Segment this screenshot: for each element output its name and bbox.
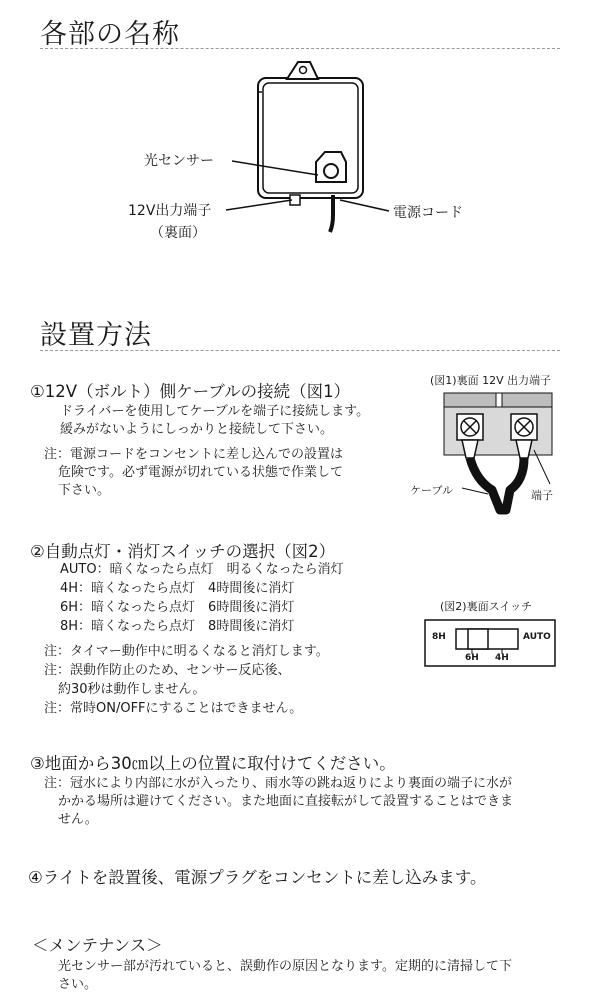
step2-note-line: 約30秒は動作しません。 [58, 682, 206, 697]
figure1-terminal-label: 端子 [531, 489, 553, 502]
step2-mode-line: 6H：暗くなったら点灯 6時間後に消灯 [60, 600, 295, 615]
step2-mode-line: AUTO：暗くなったら点灯 明るくなったら消灯 [60, 562, 344, 577]
install-section-title: 設置方法 [40, 320, 152, 351]
maintenance-heading: ＜メンテナンス＞ [32, 936, 163, 955]
figure2-6h-label: 6H [465, 653, 479, 663]
figure2-8h-label: 8H [432, 632, 446, 642]
step2-note-line: 注：タイマー動作中に明るくなると消灯します。 [44, 644, 329, 659]
maintenance-text-line: さい。 [58, 977, 98, 992]
step2-mode-line: 4H：暗くなったら点灯 4時間後に消灯 [60, 581, 295, 596]
step1-heading: ①12V（ボルト）側ケーブルの接続（図1） [30, 382, 351, 401]
light-sensor-label: 光センサー [144, 153, 214, 169]
figure1-caption: (図1)裏面 12V 出力端子 [430, 374, 552, 387]
parts-section-title: 各部の名称 [40, 19, 180, 50]
step1-text-line: 緩みがないようにしっかりと接続して下さい。 [60, 422, 334, 437]
step1-note-line: 下さい。 [58, 483, 111, 498]
step2-heading: ②自動点灯・消灯スイッチの選択（図2） [30, 542, 336, 561]
step4-heading: ④ライトを設置後、電源プラグをコンセントに差し込みます。 [28, 868, 487, 887]
step2-mode-line: 8H：暗くなったら点灯 8時間後に消灯 [60, 619, 295, 634]
step3-note-line: かかる場所は避けてください。また地面に直接転がして設置することはできま [58, 794, 514, 809]
output-terminal-label: 12V出力端子 [128, 203, 212, 219]
step3-note-line: 注：冠水により内部に水が入ったり、雨水等の跳ね返りにより裏面の端子に水が [44, 776, 513, 791]
output-terminal-sublabel: （裏面） [150, 225, 206, 241]
figure1-cable-label: ケーブル [410, 484, 454, 497]
step1-text-line: ドライバーを使用してケーブルを端子に接続します。 [60, 404, 370, 419]
figure2-caption: (図2)裏面スイッチ [440, 600, 533, 613]
figure2-auto-label: AUTO [523, 632, 551, 642]
step2-note-line: 注：誤動作防止のため、センサー反応後、 [44, 663, 291, 678]
step3-note-line: せん。 [58, 812, 98, 827]
step2-note-line: 注：常時ON/OFFにすることはできません。 [44, 701, 303, 716]
figure2-4h-label: 4H [495, 653, 509, 663]
power-cord-label: 電源コード [393, 205, 463, 221]
step1-note-line: 危険です。必ず電源が切れている状態で作業して [58, 465, 343, 480]
step3-heading: ③地面から30㎝以上の位置に取付けてください。 [30, 754, 396, 773]
step1-note-line: 注：電源コードをコンセントに差し込んでの設置は [44, 447, 344, 462]
maintenance-text-line: 光センサー部が汚れていると、誤動作の原因となります。定期的に清掃して下 [58, 959, 512, 974]
